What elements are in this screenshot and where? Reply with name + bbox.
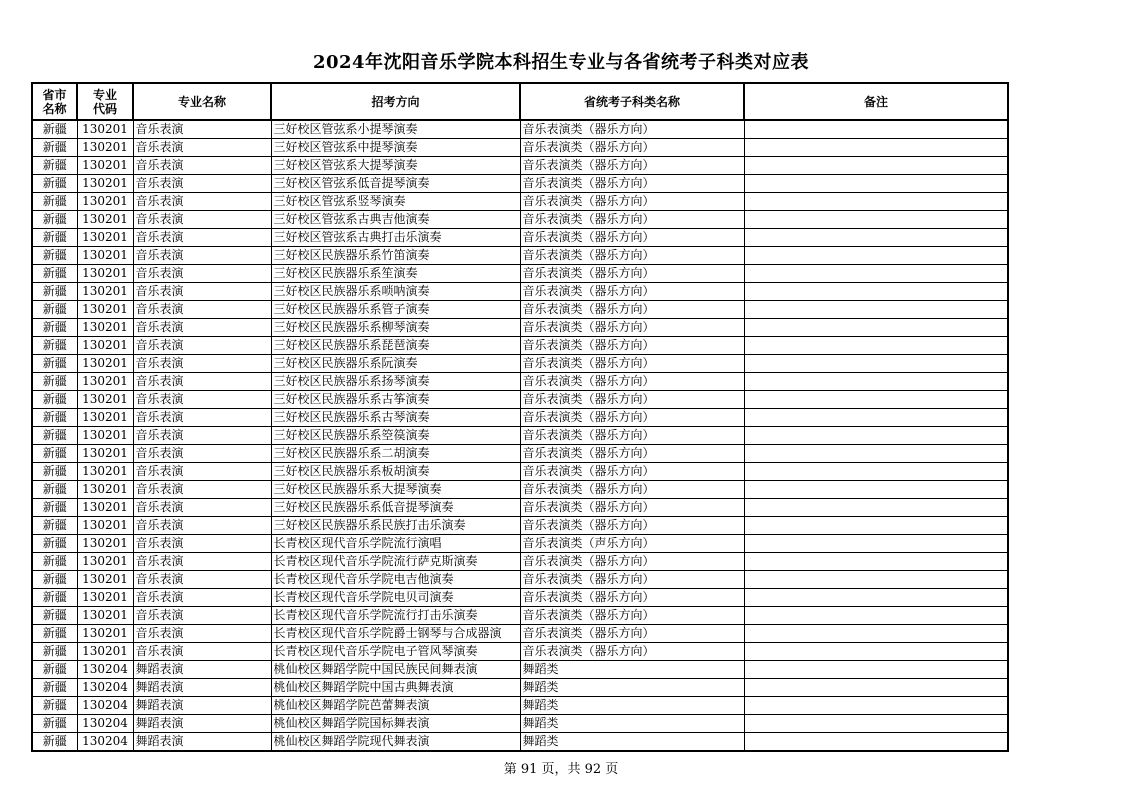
cell-note [744,715,1008,733]
header-note: 备注 [744,83,1008,120]
cell-category: 音乐表演类（器乐方向） [520,391,744,409]
cell-note [744,175,1008,193]
cell-note [744,589,1008,607]
cell-major: 舞蹈表演 [133,661,271,679]
cell-major: 音乐表演 [133,283,271,301]
header-category: 省统考子科类名称 [520,83,744,120]
cell-code: 130201 [77,517,133,535]
cell-direction: 桃仙校区舞蹈学院国标舞表演 [271,715,520,733]
cell-direction: 三好校区民族器乐系古琴演奏 [271,409,520,427]
cell-province: 新疆 [32,193,77,211]
cell-province: 新疆 [32,733,77,752]
cell-major: 音乐表演 [133,625,271,643]
cell-major: 音乐表演 [133,120,271,139]
cell-province: 新疆 [32,679,77,697]
cell-note [744,679,1008,697]
cell-code: 130201 [77,553,133,571]
cell-code: 130204 [77,733,133,752]
table-row [32,373,1008,391]
table-row [32,643,1008,661]
cell-direction: 长青校区现代音乐学院电吉他演奏 [271,571,520,589]
cell-province: 新疆 [32,643,77,661]
cell-code: 130201 [77,463,133,481]
cell-note [744,247,1008,265]
cell-province: 新疆 [32,283,77,301]
cell-major: 音乐表演 [133,553,271,571]
table-row [32,463,1008,481]
cell-direction: 三好校区民族器乐系笙演奏 [271,265,520,283]
cell-direction: 三好校区民族器乐系古筝演奏 [271,391,520,409]
cell-major: 舞蹈表演 [133,679,271,697]
table-row [32,247,1008,265]
cell-category: 音乐表演类（器乐方向） [520,319,744,337]
cell-major: 音乐表演 [133,463,271,481]
cell-note [744,139,1008,157]
table-row [32,409,1008,427]
cell-major: 舞蹈表演 [133,715,271,733]
cell-note [744,481,1008,499]
cell-direction: 三好校区民族器乐系阮演奏 [271,355,520,373]
cell-note [744,229,1008,247]
cell-direction: 三好校区民族器乐系唢呐演奏 [271,283,520,301]
cell-note [744,211,1008,229]
cell-note [744,120,1008,139]
cell-note [744,625,1008,643]
cell-major: 舞蹈表演 [133,733,271,752]
cell-province: 新疆 [32,120,77,139]
cell-province: 新疆 [32,211,77,229]
cell-major: 音乐表演 [133,355,271,373]
cell-code: 130201 [77,337,133,355]
cell-direction: 三好校区民族器乐系箜篌演奏 [271,427,520,445]
cell-major: 舞蹈表演 [133,697,271,715]
cell-note [744,553,1008,571]
cell-province: 新疆 [32,373,77,391]
table-row [32,211,1008,229]
cell-category: 音乐表演类（器乐方向） [520,427,744,445]
page-footer: 第 91 页，共 92 页 [503,762,619,777]
cell-direction: 长青校区现代音乐学院流行萨克斯演奏 [271,553,520,571]
cell-code: 130201 [77,589,133,607]
cell-code: 130201 [77,535,133,553]
cell-note [744,427,1008,445]
cell-direction: 三好校区民族器乐系板胡演奏 [271,463,520,481]
cell-major: 音乐表演 [133,589,271,607]
cell-direction: 三好校区民族器乐系管子演奏 [271,301,520,319]
cell-code: 130204 [77,679,133,697]
cell-province: 新疆 [32,697,77,715]
cell-note [744,409,1008,427]
cell-code: 130201 [77,211,133,229]
data-table [31,82,1009,752]
cell-direction: 三好校区管弦系小提琴演奏 [271,120,520,139]
table-row [32,283,1008,301]
cell-major: 音乐表演 [133,481,271,499]
table-row [32,157,1008,175]
cell-category: 音乐表演类（器乐方向） [520,517,744,535]
cell-code: 130201 [77,139,133,157]
table-row [32,607,1008,625]
cell-direction: 三好校区管弦系古典打击乐演奏 [271,229,520,247]
cell-province: 新疆 [32,355,77,373]
table-row [32,535,1008,553]
cell-major: 音乐表演 [133,427,271,445]
cell-province: 新疆 [32,535,77,553]
cell-province: 新疆 [32,247,77,265]
cell-note [744,319,1008,337]
cell-category: 音乐表演类（器乐方向） [520,139,744,157]
cell-major: 音乐表演 [133,517,271,535]
cell-province: 新疆 [32,427,77,445]
cell-category: 音乐表演类（器乐方向） [520,643,744,661]
cell-code: 130201 [77,643,133,661]
cell-code: 130201 [77,409,133,427]
cell-category: 音乐表演类（器乐方向） [520,229,744,247]
cell-province: 新疆 [32,337,77,355]
cell-major: 音乐表演 [133,175,271,193]
header-province-label: 省市 名称 [42,87,67,116]
table-row [32,517,1008,535]
cell-note [744,697,1008,715]
cell-note [744,265,1008,283]
cell-direction: 三好校区民族器乐系大提琴演奏 [271,481,520,499]
cell-code: 130201 [77,391,133,409]
cell-direction: 桃仙校区舞蹈学院中国古典舞表演 [271,679,520,697]
cell-category: 舞蹈类 [520,733,744,752]
cell-category: 舞蹈类 [520,661,744,679]
header-row [32,83,1008,120]
cell-province: 新疆 [32,571,77,589]
cell-note [744,445,1008,463]
cell-note [744,283,1008,301]
cell-category: 音乐表演类（器乐方向） [520,373,744,391]
cell-major: 音乐表演 [133,445,271,463]
cell-province: 新疆 [32,463,77,481]
cell-major: 音乐表演 [133,139,271,157]
cell-province: 新疆 [32,139,77,157]
header-major: 专业名称 [133,83,271,120]
cell-major: 音乐表演 [133,409,271,427]
cell-province: 新疆 [32,607,77,625]
cell-category: 音乐表演类（声乐方向） [520,535,744,553]
cell-major: 音乐表演 [133,373,271,391]
cell-major: 音乐表演 [133,211,271,229]
table-row [32,553,1008,571]
cell-province: 新疆 [32,229,77,247]
cell-code: 130201 [77,571,133,589]
cell-note [744,157,1008,175]
cell-code: 130201 [77,247,133,265]
cell-code: 130201 [77,319,133,337]
cell-code: 130201 [77,120,133,139]
cell-code: 130201 [77,445,133,463]
cell-province: 新疆 [32,391,77,409]
cell-code: 130201 [77,157,133,175]
cell-category: 音乐表演类（器乐方向） [520,355,744,373]
cell-code: 130201 [77,175,133,193]
cell-province: 新疆 [32,517,77,535]
cell-province: 新疆 [32,715,77,733]
cell-direction: 桃仙校区舞蹈学院现代舞表演 [271,733,520,752]
table-row [32,229,1008,247]
cell-province: 新疆 [32,553,77,571]
cell-code: 130201 [77,193,133,211]
cell-note [744,463,1008,481]
cell-direction: 三好校区管弦系低音提琴演奏 [271,175,520,193]
cell-code: 130204 [77,661,133,679]
cell-code: 130201 [77,607,133,625]
cell-major: 音乐表演 [133,571,271,589]
cell-direction: 三好校区民族器乐系扬琴演奏 [271,373,520,391]
page-title: 2024年沈阳音乐学院本科招生专业与各省统考子科类对应表 [312,52,810,73]
table-row [32,733,1008,752]
cell-note [744,733,1008,752]
cell-major: 音乐表演 [133,193,271,211]
cell-category: 音乐表演类（器乐方向） [520,481,744,499]
cell-category: 音乐表演类（器乐方向） [520,589,744,607]
cell-direction: 桃仙校区舞蹈学院芭蕾舞表演 [271,697,520,715]
cell-note [744,517,1008,535]
cell-category: 音乐表演类（器乐方向） [520,571,744,589]
table-row [32,120,1008,139]
table-row [32,139,1008,157]
cell-direction: 三好校区管弦系大提琴演奏 [271,157,520,175]
header-province [32,83,77,120]
table-row [32,445,1008,463]
cell-direction: 长青校区现代音乐学院流行打击乐演奏 [271,607,520,625]
cell-direction: 三好校区管弦系古典吉他演奏 [271,211,520,229]
header-code-label: 专业 代码 [92,87,117,116]
cell-major: 音乐表演 [133,229,271,247]
cell-code: 130201 [77,625,133,643]
cell-code: 130201 [77,283,133,301]
cell-note [744,661,1008,679]
cell-major: 音乐表演 [133,301,271,319]
cell-province: 新疆 [32,625,77,643]
cell-direction: 长青校区现代音乐学院电子管风琴演奏 [271,643,520,661]
cell-province: 新疆 [32,175,77,193]
cell-major: 音乐表演 [133,535,271,553]
cell-note [744,391,1008,409]
cell-major: 音乐表演 [133,337,271,355]
cell-note [744,355,1008,373]
cell-major: 音乐表演 [133,319,271,337]
cell-code: 130204 [77,697,133,715]
cell-code: 130201 [77,355,133,373]
cell-category: 音乐表演类（器乐方向） [520,175,744,193]
table-row [32,499,1008,517]
cell-category: 音乐表演类（器乐方向） [520,247,744,265]
cell-code: 130201 [77,427,133,445]
cell-category: 音乐表演类（器乐方向） [520,211,744,229]
table-row [32,589,1008,607]
cell-code: 130201 [77,481,133,499]
table-row [32,391,1008,409]
cell-code: 130201 [77,301,133,319]
cell-note [744,607,1008,625]
table-row [32,355,1008,373]
cell-code: 130204 [77,715,133,733]
cell-province: 新疆 [32,157,77,175]
cell-province: 新疆 [32,301,77,319]
cell-major: 音乐表演 [133,247,271,265]
cell-category: 音乐表演类（器乐方向） [520,193,744,211]
cell-note [744,643,1008,661]
cell-province: 新疆 [32,319,77,337]
cell-category: 音乐表演类（器乐方向） [520,553,744,571]
table-row [32,175,1008,193]
cell-province: 新疆 [32,481,77,499]
cell-direction: 长青校区现代音乐学院爵士钢琴与合成器演 [271,625,520,643]
cell-category: 音乐表演类（器乐方向） [520,283,744,301]
cell-major: 音乐表演 [133,499,271,517]
cell-direction: 桃仙校区舞蹈学院中国民族民间舞表演 [271,661,520,679]
cell-category: 音乐表演类（器乐方向） [520,463,744,481]
table-row [32,697,1008,715]
cell-code: 130201 [77,499,133,517]
cell-direction: 三好校区民族器乐系民族打击乐演奏 [271,517,520,535]
cell-note [744,193,1008,211]
table-row [32,481,1008,499]
cell-major: 音乐表演 [133,265,271,283]
table-row [32,679,1008,697]
cell-category: 音乐表演类（器乐方向） [520,445,744,463]
cell-direction: 三好校区管弦系中提琴演奏 [271,139,520,157]
cell-code: 130201 [77,229,133,247]
table-row [32,427,1008,445]
cell-category: 音乐表演类（器乐方向） [520,625,744,643]
cell-code: 130201 [77,373,133,391]
table-row [32,265,1008,283]
table-row [32,625,1008,643]
cell-category: 舞蹈类 [520,715,744,733]
cell-note [744,499,1008,517]
table-row [32,319,1008,337]
cell-category: 舞蹈类 [520,679,744,697]
cell-major: 音乐表演 [133,391,271,409]
cell-major: 音乐表演 [133,157,271,175]
cell-category: 音乐表演类（器乐方向） [520,301,744,319]
cell-province: 新疆 [32,499,77,517]
table-row [32,661,1008,679]
cell-note [744,301,1008,319]
cell-province: 新疆 [32,661,77,679]
cell-direction: 长青校区现代音乐学院流行演唱 [271,535,520,553]
cell-direction: 三好校区民族器乐系竹笛演奏 [271,247,520,265]
cell-province: 新疆 [32,445,77,463]
table-row [32,715,1008,733]
table-row [32,193,1008,211]
cell-category: 音乐表演类（器乐方向） [520,120,744,139]
cell-note [744,373,1008,391]
table-row [32,337,1008,355]
cell-direction: 三好校区民族器乐系柳琴演奏 [271,319,520,337]
cell-major: 音乐表演 [133,643,271,661]
table-row [32,571,1008,589]
cell-category: 音乐表演类（器乐方向） [520,607,744,625]
cell-province: 新疆 [32,589,77,607]
cell-category: 音乐表演类（器乐方向） [520,337,744,355]
cell-category: 音乐表演类（器乐方向） [520,409,744,427]
cell-note [744,571,1008,589]
cell-direction: 三好校区民族器乐系琵琶演奏 [271,337,520,355]
cell-direction: 三好校区管弦系竖琴演奏 [271,193,520,211]
cell-code: 130201 [77,265,133,283]
cell-note [744,535,1008,553]
cell-province: 新疆 [32,409,77,427]
table-row [32,301,1008,319]
cell-direction: 长青校区现代音乐学院电贝司演奏 [271,589,520,607]
cell-category: 音乐表演类（器乐方向） [520,265,744,283]
cell-category: 舞蹈类 [520,697,744,715]
cell-major: 音乐表演 [133,607,271,625]
cell-direction: 三好校区民族器乐系低音提琴演奏 [271,499,520,517]
header-direction: 招考方向 [271,83,520,120]
cell-direction: 三好校区民族器乐系二胡演奏 [271,445,520,463]
cell-category: 音乐表演类（器乐方向） [520,499,744,517]
header-code [77,83,133,120]
table-body [32,120,1008,751]
cell-province: 新疆 [32,265,77,283]
cell-note [744,337,1008,355]
cell-category: 音乐表演类（器乐方向） [520,157,744,175]
